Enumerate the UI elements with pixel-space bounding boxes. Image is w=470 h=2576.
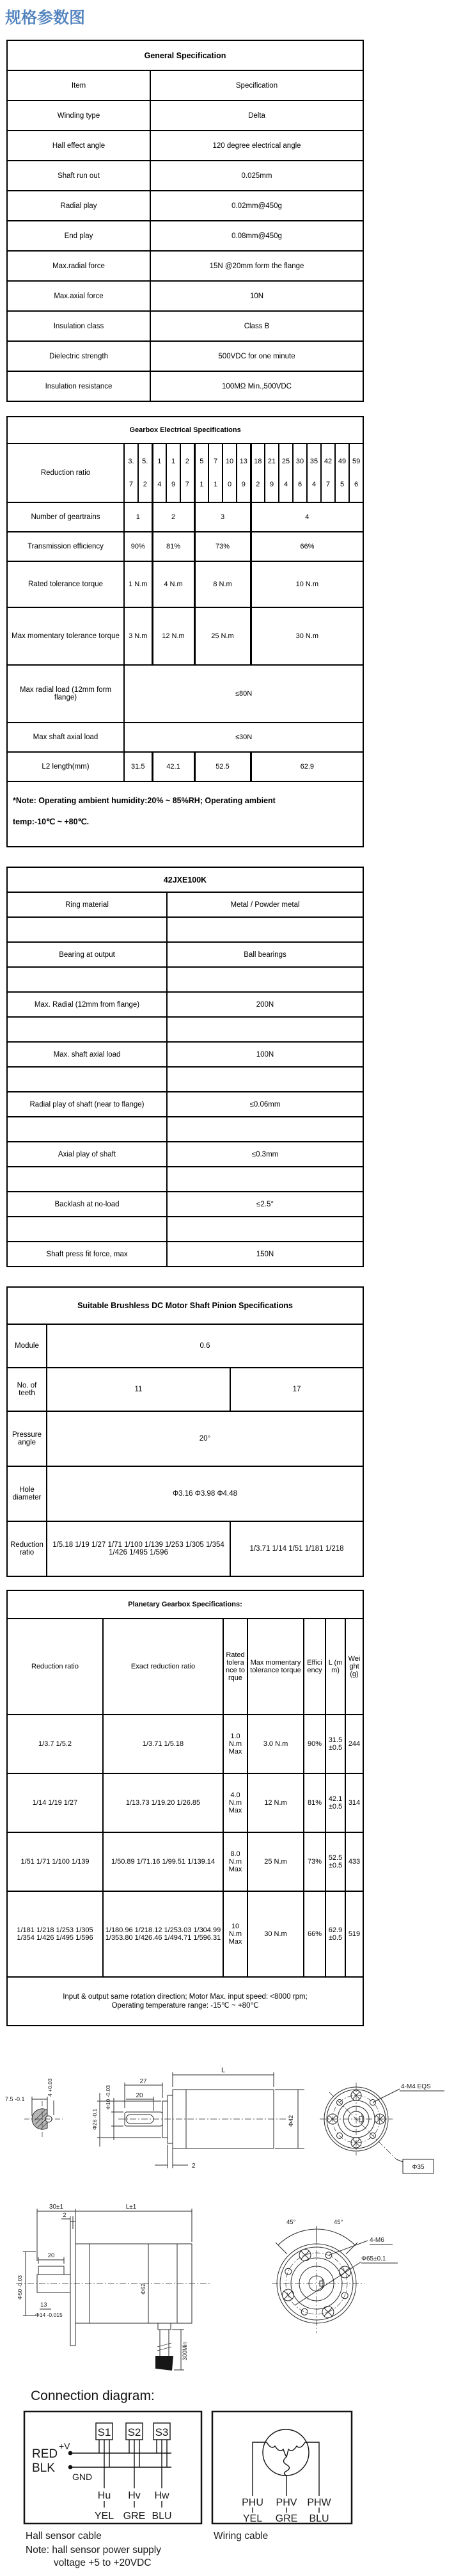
note-cell (7, 781, 363, 847)
cell-value: 433 (345, 1832, 363, 1891)
col-header: Max momentary tolerance torque (247, 1619, 304, 1715)
cell-value: 31.5±0.5 (325, 1715, 345, 1773)
teeth-row (7, 1368, 363, 1411)
hall-note-line-2: voltage +5 to +20VDC (54, 2557, 152, 2568)
sensor-s1-label: S1 (97, 2426, 111, 2438)
cell-value: 12 N.m (152, 607, 194, 665)
table-row (7, 1773, 363, 1832)
cell-label: Reduction ratio (7, 1521, 47, 1576)
cell-label: Shaft press fit force, max (7, 1242, 167, 1267)
ratio-cell: 1 9 (166, 444, 180, 502)
blk-wire-label: BLK (32, 2461, 55, 2475)
connection-diagram (0, 2406, 470, 2576)
cell-value: 10 N.m Max (223, 1891, 247, 1977)
cell-value: 8.0 N.m Max (223, 1832, 247, 1891)
ratio-cell: 7 1 (208, 444, 223, 502)
cell-label (7, 1067, 167, 1092)
dim-20-label: 20 (47, 2252, 55, 2259)
table-title: Gearbox Electrical Specifications (7, 417, 363, 444)
dim-notch-label: 4 +0.03 (47, 2078, 53, 2097)
cell-label: Max radial load (12mm form flange) (7, 665, 124, 723)
cell-value: 4 N.m (152, 561, 194, 607)
dim-body-label: Φ42 (288, 2115, 295, 2127)
cell-value: 1/50.89 1/71.16 1/99.51 1/139.14 (103, 1832, 223, 1891)
dim-L-label: L±1 (125, 2204, 137, 2211)
cell-value: 1/5.18 1/19 1/27 1/71 1/100 1/139 1/253 1/305 1/354 1/426 1/495 1/596 (47, 1521, 230, 1576)
cell-value: 2 (152, 502, 194, 532)
cell-value: 1/180.96 1/218.12 1/253.03 1/304.99 1/353.80 1/426.46 1/494.71 1/596.31 (103, 1891, 223, 1977)
table-row (7, 1117, 363, 1142)
cell-value: 1 (124, 502, 152, 532)
planetary-spec-table (6, 1590, 364, 2026)
red-wire-label: RED (32, 2447, 58, 2461)
phv-label: PHV (276, 2497, 297, 2508)
cell-value: 120 degree electrical angle (150, 131, 363, 161)
cell-label: End play (7, 221, 150, 251)
dim-L-label: L (221, 2067, 226, 2074)
cell-label (7, 967, 167, 992)
ratio-cell: 5. 2 (138, 444, 152, 502)
dim-20-label: 20 (136, 2092, 143, 2099)
dim-shaft-label: Φ10 -0.03 (105, 2085, 111, 2109)
table-row (7, 917, 363, 942)
l2-length-row (7, 752, 363, 781)
cell-value: 1/3.7 1/5.2 (7, 1715, 103, 1773)
dim-30-label: 30±1 (49, 2204, 64, 2211)
table-row (7, 221, 363, 251)
cell-label (7, 1117, 167, 1142)
cell-label: Radial play of shaft (near to flange) (7, 1092, 167, 1117)
footer-line-2: Operating temperature range: -15℃ ~ +80℃ (111, 2002, 259, 2010)
dim-27-label: 27 (139, 2078, 147, 2085)
cell-label: Max.axial force (7, 281, 150, 311)
table-row (7, 1167, 363, 1192)
cell-label: Transmission efficiency (7, 532, 124, 561)
reduction-ratio-row (7, 1521, 363, 1576)
cell-value: ≤0.3mm (167, 1142, 363, 1167)
cell-value: 81% (152, 532, 194, 561)
model-spec-table (6, 867, 364, 1267)
cell-label: Module (7, 1324, 47, 1368)
ratio-cell: 59 6 (349, 444, 363, 502)
cell-value: Class B (150, 311, 363, 341)
table-row (7, 1142, 363, 1167)
cell-label (7, 1217, 167, 1242)
cell-label: Radial play (7, 191, 150, 221)
cell-label: Axial play of shaft (7, 1142, 167, 1167)
table-row (7, 341, 363, 371)
cell-label: Hall effect angle (7, 131, 150, 161)
table-title: General Specification (7, 40, 363, 70)
cell-value: 150N (167, 1242, 363, 1267)
cell-value: 3 N.m (124, 607, 152, 665)
ratio-cell: 10 0 (223, 444, 237, 502)
cell-label: Max. shaft axial load (7, 1042, 167, 1067)
cell-label: Max momentary tolerance torque (7, 607, 124, 665)
cell-value: 0.02mm@450g (150, 191, 363, 221)
note-line-2: temp:-10℃ ~ +80℃. (13, 817, 90, 826)
cell-value: 500VDC for one minute (150, 341, 363, 371)
dim-pilot-label: Φ26 -0.1 (91, 2108, 98, 2130)
angle-left-label: 45° (286, 2219, 296, 2226)
table-row (7, 251, 363, 281)
table-row (7, 1242, 363, 1267)
dim-2-label: 2 (63, 2212, 67, 2218)
table-row (7, 1891, 363, 1977)
cell-value: 519 (345, 1891, 363, 1977)
cell-label (7, 917, 167, 942)
cell-value: 1/51 1/71 1/100 1/139 (7, 1832, 103, 1891)
table-row (7, 967, 363, 992)
dim-body-label: Φ62 (140, 2283, 146, 2294)
cell-value: 20° (47, 1411, 363, 1466)
ratio-cell: 42 7 (321, 444, 335, 502)
page-title: 规格参数图 (5, 8, 86, 27)
table-row (7, 70, 363, 100)
cell-value: 1/181 1/218 1/253 1/305 1/354 1/426 1/495 1/596 (7, 1891, 103, 1977)
table-row (7, 1217, 363, 1242)
blu-label: BLU (309, 2513, 329, 2524)
cell-value (167, 1167, 363, 1192)
table-row (7, 1192, 363, 1217)
pinion-spec-table (6, 1286, 364, 1577)
cell-value: 30 N.m (247, 1891, 304, 1977)
cell-value: 12 N.m (247, 1773, 304, 1832)
table-row (7, 100, 363, 131)
cell-value: 1/3.71 1/5.18 (103, 1715, 223, 1773)
phu-label: PHU (242, 2497, 263, 2508)
wiring-caption: Wiring cable (214, 2531, 269, 2541)
drawing1-labels (5, 2067, 431, 2171)
cell-label: Item (7, 70, 150, 100)
bolt-circle-label: Φ65±0.1 (361, 2255, 386, 2262)
cell-value: 73% (304, 1832, 325, 1891)
cell-value: 4 (251, 502, 363, 532)
cell-value: ≤30N (124, 723, 363, 752)
cell-value: 8 N.m (194, 561, 251, 607)
cell-label: No. of teeth (7, 1368, 47, 1411)
geartrains-row (7, 502, 363, 532)
cell-value: Φ3.16 Φ3.98 Φ4.48 (47, 1466, 363, 1521)
cell-value: Metal / Powder metal (167, 892, 363, 917)
dim-cable-label: 300Min (182, 2341, 188, 2360)
cell-value: 31.5 (124, 752, 152, 781)
col-header: Exact reduction ratio (103, 1619, 223, 1715)
dim-2-label: 2 (192, 2163, 196, 2170)
cell-value: 52.5±0.5 (325, 1832, 345, 1891)
cell-value: 73% (194, 532, 251, 561)
table-row (7, 191, 363, 221)
gearbox-dimension-drawing (0, 2034, 470, 2197)
cell-value: 0.08mm@450g (150, 221, 363, 251)
cell-value: 62.9 (251, 752, 363, 781)
cell-label (7, 1167, 167, 1192)
hv-label: Hv (128, 2490, 141, 2501)
gre-label: GRE (123, 2511, 146, 2522)
screw-note-label: 4-M4 EQS (401, 2083, 431, 2090)
cell-value: 1/14 1/19 1/27 (7, 1773, 103, 1832)
general-spec-table (6, 40, 364, 402)
reduction-ratio-row (7, 444, 363, 502)
yel-label: YEL (242, 2513, 263, 2524)
cell-value: 17 (230, 1368, 363, 1411)
cell-value: 25 N.m (247, 1832, 304, 1891)
hall-sensor-labels (26, 2426, 172, 2568)
cell-value: 1/3.71 1/14 1/51 1/181 1/218 (230, 1521, 363, 1576)
cell-value: 0.6 (47, 1324, 363, 1368)
cell-value: 244 (345, 1715, 363, 1773)
note-line-1: *Note: Operating ambient humidity:20% ~ 85%RH; Operating ambient (13, 796, 276, 805)
cell-label: Max.radial force (7, 251, 150, 281)
cell-label: Bearing at output (7, 942, 167, 967)
cell-label: Insulation class (7, 311, 150, 341)
hall-caption: Hall sensor cable (26, 2531, 102, 2541)
cell-value: ≤0.06mm (167, 1092, 363, 1117)
table-row (7, 1715, 363, 1773)
cell-value: 30 N.m (251, 607, 363, 665)
cell-label: Hole diameter (7, 1466, 47, 1521)
phw-label: PHW (307, 2497, 331, 2508)
footer-row (7, 1977, 363, 2026)
sensor-s3-label: S3 (155, 2426, 169, 2438)
cell-label: Reduction ratio (7, 444, 124, 502)
table-row (7, 161, 363, 191)
cell-label: Ring material (7, 892, 167, 917)
cell-label: Number of geartrains (7, 502, 124, 532)
table-row (7, 371, 363, 401)
ratio-cell: 13 9 (237, 444, 251, 502)
ratio-cell: 25 4 (279, 444, 293, 502)
cell-label: Rated tolerance torque (7, 561, 124, 607)
cell-value (167, 1017, 363, 1042)
cell-value: 1/13.73 1/19.20 1/26.85 (103, 1773, 223, 1832)
table-row (7, 1832, 363, 1891)
footer-line-1: Input & output same rotation direction; Motor Max. input speed: <8000 rpm; (63, 1993, 308, 2001)
cell-value: 15N @20mm form the flange (150, 251, 363, 281)
cell-value: 1.0 N.m Max (223, 1715, 247, 1773)
ratio-cell: 1 4 (152, 444, 166, 502)
col-header: Rated tolerance torque (223, 1619, 247, 1715)
cell-value: 4.0 N.m Max (223, 1773, 247, 1832)
dim-flat-label: 7.5 -0.1 (5, 2096, 25, 2102)
cell-value (167, 1217, 363, 1242)
footer-cell (7, 1977, 363, 2026)
cell-value (167, 917, 363, 942)
table-row (7, 281, 363, 311)
cell-value: 25 N.m (194, 607, 251, 665)
table-row (7, 1042, 363, 1067)
sensor-s2-label: S2 (127, 2426, 141, 2438)
hall-note-line-1: Note: hall sensor power supply (26, 2545, 161, 2556)
gearbox-electrical-table (6, 416, 364, 847)
cell-value: 1 N.m (124, 561, 152, 607)
cell-value: 314 (345, 1773, 363, 1832)
cell-value: 100MΩ Min.,500VDC (150, 371, 363, 401)
cell-value: 10N (150, 281, 363, 311)
cell-value: 11 (47, 1368, 230, 1411)
gnd-label: GND (72, 2472, 93, 2482)
radial-load-row (7, 665, 363, 723)
cell-value: 42.1±0.5 (325, 1773, 345, 1832)
cell-value: 66% (304, 1891, 325, 1977)
rated-torque-row (7, 561, 363, 607)
cell-value (167, 1117, 363, 1142)
bolt-circle-label: Φ35 (412, 2164, 425, 2171)
col-header: Efficiency (304, 1619, 325, 1715)
table-row (7, 311, 363, 341)
hu-label: Hu (97, 2490, 111, 2501)
cell-value: 90% (124, 532, 152, 561)
cell-value: ≤80N (124, 665, 363, 723)
spec-sheet-page (0, 5, 470, 2576)
cell-label: Insulation resistance (7, 371, 150, 401)
cell-value (167, 1067, 363, 1092)
cell-label: Max. Radial (12mm from flange) (7, 992, 167, 1017)
col-header: Weight (g) (345, 1619, 363, 1715)
ratio-cell: 5 1 (194, 444, 208, 502)
cell-value: Delta (150, 100, 363, 131)
cell-value (167, 967, 363, 992)
table-title: 42JXE100K (7, 867, 363, 892)
connection-diagram-heading: Connection diagram: (31, 2388, 155, 2403)
table-row (7, 992, 363, 1017)
vplus-label: +V (59, 2441, 70, 2451)
cell-value: 200N (167, 992, 363, 1017)
motor-dimension-drawing (0, 2197, 470, 2380)
table-row (7, 1017, 363, 1042)
cell-value: 42.1 (152, 752, 194, 781)
col-header: L (mm) (325, 1619, 345, 1715)
cell-value: 0.025mm (150, 161, 363, 191)
cell-value: 100N (167, 1042, 363, 1067)
blu-label: BLU (152, 2511, 172, 2522)
cell-label: L2 length(mm) (7, 752, 124, 781)
cell-value: Ball bearings (167, 942, 363, 967)
module-row (7, 1324, 363, 1368)
table-row (7, 942, 363, 967)
cell-value: 62.9±0.5 (325, 1891, 345, 1977)
hw-label: Hw (154, 2490, 169, 2501)
cell-value: 52.5 (194, 752, 251, 781)
ratio-cell: 49 5 (335, 444, 349, 502)
cell-value: 3 (194, 502, 251, 532)
cell-value: 3.0 N.m (247, 1715, 304, 1773)
ratio-cell: 18 2 (251, 444, 265, 502)
yel-label: YEL (94, 2511, 114, 2522)
cell-label: Max shaft axial load (7, 723, 124, 752)
cell-value: ≤2.5° (167, 1192, 363, 1217)
efficiency-row (7, 532, 363, 561)
cell-value: 81% (304, 1773, 325, 1832)
pressure-angle-row (7, 1411, 363, 1466)
table-title: Suitable Brushless DC Motor Shaft Pinion Specifications (7, 1287, 363, 1324)
axial-load-row (7, 723, 363, 752)
table-row (7, 131, 363, 161)
cell-value: Specification (150, 70, 363, 100)
table-row (7, 1067, 363, 1092)
gre-label: GRE (275, 2513, 298, 2524)
header-row (7, 1619, 363, 1715)
cell-value: 10 N.m (251, 561, 363, 607)
ratio-cell: 2 7 (180, 444, 194, 502)
ratio-cell: 35 4 (307, 444, 321, 502)
dim-13-label: 13 (40, 2301, 47, 2308)
momentary-torque-row (7, 607, 363, 665)
cell-label: Dielectric strength (7, 341, 150, 371)
cell-label (7, 1017, 167, 1042)
table-row (7, 892, 363, 917)
ratio-cell: 3. 7 (124, 444, 138, 502)
hole-diameter-row (7, 1466, 363, 1521)
cell-value: 66% (251, 532, 363, 561)
ratio-cell: 21 9 (265, 444, 279, 502)
wiring-labels (214, 2497, 332, 2541)
screw-note-label: 4-M6 (370, 2237, 384, 2244)
cell-label: Winding type (7, 100, 150, 131)
ratio-cell: 30 6 (293, 444, 307, 502)
dim-pilot-label: Φ50 -0.03 (17, 2275, 23, 2300)
cell-label: Shaft run out (7, 161, 150, 191)
cell-value: 90% (304, 1715, 325, 1773)
cell-label: Backlash at no-load (7, 1192, 167, 1217)
angle-right-label: 45° (334, 2219, 343, 2226)
table-row (7, 1092, 363, 1117)
col-header: Reduction ratio (7, 1619, 103, 1715)
table-title: Planetary Gearbox Specifications: (7, 1590, 363, 1619)
cell-label: Pressure angle (7, 1411, 47, 1466)
dim-shaft-label: Φ14 -0.015 (35, 2312, 63, 2318)
note-row (7, 781, 363, 847)
